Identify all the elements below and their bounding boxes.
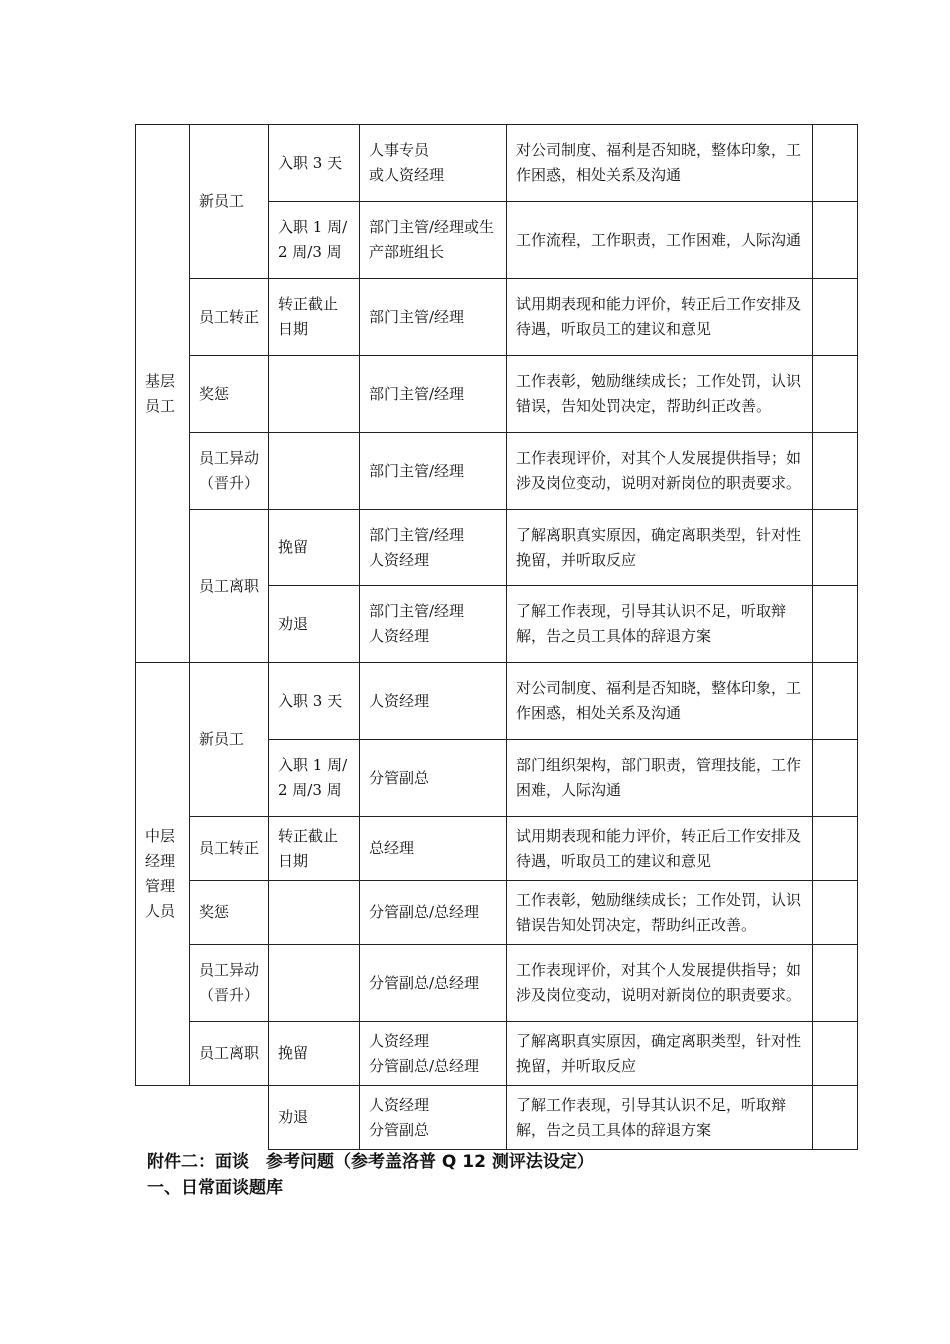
content-cell: 试用期表现和能力评价，转正后工作安排及待遇，听取员工的建议和意见 bbox=[507, 817, 813, 881]
timing-cell: 转正截止日期 bbox=[269, 279, 360, 356]
table-row bbox=[136, 663, 858, 740]
interviewer-cell: 部门主管/经理 人资经理 bbox=[360, 586, 507, 663]
interviewer-cell: 分管副总/总经理 bbox=[360, 945, 507, 1022]
interviewer-cell: 部门主管/经理 bbox=[360, 356, 507, 433]
empty-cell bbox=[813, 356, 858, 433]
table-row bbox=[136, 279, 858, 356]
stage-cell: 员工离职 bbox=[190, 1022, 269, 1086]
content-cell: 工作流程，工作职责，工作困难，人际沟通 bbox=[507, 202, 813, 279]
timing-cell: 入职 1 周/2 周/3 周 bbox=[269, 740, 360, 817]
stage-cell: 员工异动（晋升） bbox=[190, 433, 269, 510]
timing-cell bbox=[269, 881, 360, 945]
timing-cell bbox=[269, 945, 360, 1022]
timing-cell: 挽留 bbox=[269, 1022, 360, 1086]
empty-cell bbox=[813, 1086, 858, 1150]
stage-cell: 员工转正 bbox=[190, 279, 269, 356]
table-row bbox=[136, 433, 858, 510]
content-cell: 工作表现评价，对其个人发展提供指导；如涉及岗位变动，说明对新岗位的职责要求。 bbox=[507, 433, 813, 510]
table-row bbox=[136, 881, 858, 945]
content-cell: 工作表彰，勉励继续成长；工作处罚，认识错误，告知处罚决定，帮助纠正改善。 bbox=[507, 356, 813, 433]
content-cell: 试用期表现和能力评价，转正后工作安排及待遇，听取员工的建议和意见 bbox=[507, 279, 813, 356]
interviewer-cell: 人资经理 bbox=[360, 663, 507, 740]
timing-cell: 转正截止日期 bbox=[269, 817, 360, 881]
interviewer-cell: 部门主管/经理 bbox=[360, 279, 507, 356]
table-row bbox=[136, 356, 858, 433]
empty-cell bbox=[813, 817, 858, 881]
stage-cell: 奖惩 bbox=[190, 356, 269, 433]
empty-cell bbox=[813, 433, 858, 510]
appendix-heading: 附件二：面谈 参考问题（参考盖洛普 Q 12 测评法设定） bbox=[147, 1152, 594, 1172]
empty-cell bbox=[813, 279, 858, 356]
empty-cell bbox=[813, 663, 858, 740]
interviewer-cell: 部门主管/经理 bbox=[360, 433, 507, 510]
interviewer-cell: 人事专员 或人资经理 bbox=[360, 125, 507, 202]
interviewer-cell: 部门主管/经理 人资经理 bbox=[360, 510, 507, 586]
interview-schedule-table bbox=[135, 124, 858, 1150]
stage-cell: 员工异动（晋升） bbox=[190, 945, 269, 1022]
table-row bbox=[136, 817, 858, 881]
empty-cell bbox=[813, 945, 858, 1022]
stage-cell: 奖惩 bbox=[190, 881, 269, 945]
timing-cell: 劝退 bbox=[269, 1086, 360, 1150]
section-heading: 一、日常面谈题库 bbox=[147, 1178, 283, 1198]
table-row bbox=[136, 945, 858, 1022]
stage-cell: 新员工 bbox=[190, 125, 269, 279]
timing-cell: 入职 3 天 bbox=[269, 663, 360, 740]
interviewer-cell: 总经理 bbox=[360, 817, 507, 881]
stage-cell: 员工离职 bbox=[190, 510, 269, 663]
empty-cell bbox=[136, 1086, 269, 1150]
empty-cell bbox=[813, 1022, 858, 1086]
interviewer-cell: 人资经理 分管副总/总经理 bbox=[360, 1022, 507, 1086]
timing-cell: 挽留 bbox=[269, 510, 360, 586]
interviewer-cell: 分管副总 bbox=[360, 740, 507, 817]
empty-cell bbox=[813, 125, 858, 202]
content-cell: 工作表现评价，对其个人发展提供指导；如涉及岗位变动，说明对新岗位的职责要求。 bbox=[507, 945, 813, 1022]
content-cell: 对公司制度、福利是否知晓，整体印象，工作困惑，相处关系及沟通 bbox=[507, 663, 813, 740]
interviewer-cell: 人资经理 分管副总 bbox=[360, 1086, 507, 1150]
table-row bbox=[136, 1086, 858, 1150]
empty-cell bbox=[813, 202, 858, 279]
table-row bbox=[136, 1022, 858, 1086]
timing-cell bbox=[269, 356, 360, 433]
stage-cell: 员工转正 bbox=[190, 817, 269, 881]
interviewer-cell: 部门主管/经理或生产部班组长 bbox=[360, 202, 507, 279]
empty-cell bbox=[813, 740, 858, 817]
content-cell: 了解离职真实原因，确定离职类型，针对性挽留，并听取反应 bbox=[507, 1022, 813, 1086]
stage-cell: 新员工 bbox=[190, 663, 269, 817]
empty-cell bbox=[813, 586, 858, 663]
timing-cell bbox=[269, 433, 360, 510]
timing-cell: 入职 3 天 bbox=[269, 125, 360, 202]
content-cell: 了解离职真实原因，确定离职类型，针对性挽留，并听取反应 bbox=[507, 510, 813, 586]
content-cell: 了解工作表现，引导其认识不足，听取辩解，告之员工具体的辞退方案 bbox=[507, 586, 813, 663]
group-label-middle: 中层经理管理人员 bbox=[136, 663, 190, 1086]
content-cell: 部门组织架构，部门职责，管理技能，工作困难，人际沟通 bbox=[507, 740, 813, 817]
content-cell: 了解工作表现，引导其认识不足，听取辩解，告之员工具体的辞退方案 bbox=[507, 1086, 813, 1150]
timing-cell: 劝退 bbox=[269, 586, 360, 663]
table-row bbox=[136, 510, 858, 586]
content-cell: 工作表彰，勉励继续成长；工作处罚，认识错误告知处罚决定，帮助纠正改善。 bbox=[507, 881, 813, 945]
timing-cell: 入职 1 周/2 周/3 周 bbox=[269, 202, 360, 279]
interviewer-cell: 分管副总/总经理 bbox=[360, 881, 507, 945]
content-cell: 对公司制度、福利是否知晓，整体印象，工作困惑，相处关系及沟通 bbox=[507, 125, 813, 202]
group-label-basic: 基层员工 bbox=[136, 125, 190, 663]
empty-cell bbox=[813, 881, 858, 945]
empty-cell bbox=[813, 510, 858, 586]
table-row bbox=[136, 125, 858, 202]
